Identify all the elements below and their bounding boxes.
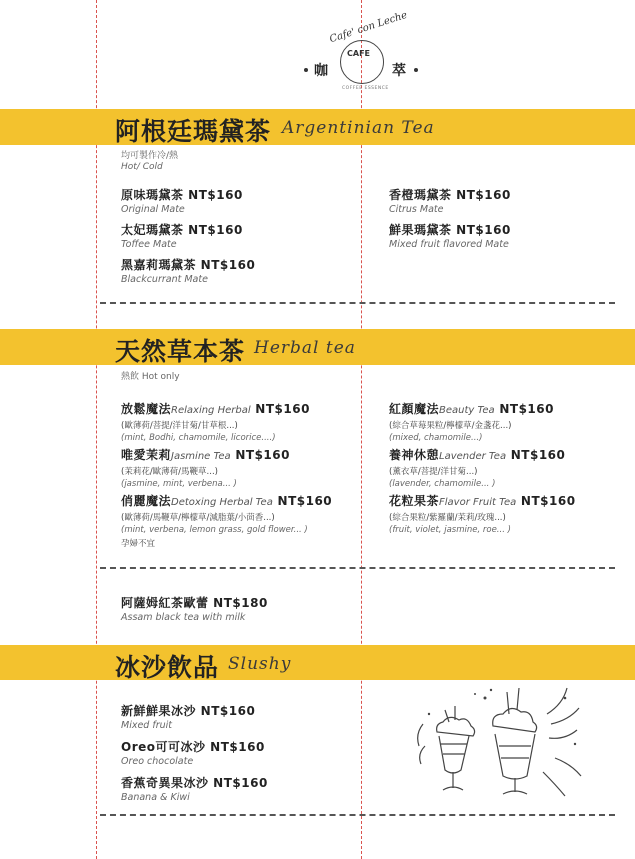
menu-item: [389, 400, 629, 443]
item-english: Mixed fruit: [121, 720, 172, 731]
item-ingredients-en: (mixed, chamomile...): [389, 433, 483, 443]
item-name: 新鮮鮮果冰沙 NT$160: [121, 704, 256, 718]
item-ingredients-cn: (歐薄荷/菩提/洋甘菊/甘草根...): [121, 421, 238, 431]
item-name-en: Lavender Tea: [439, 451, 507, 462]
logo-script: Cafe' con Leche: [328, 9, 409, 46]
herbal-section-header: [0, 329, 635, 365]
item-name-cn: 俏麗魔法: [121, 494, 172, 508]
menu-item: [121, 702, 361, 731]
item-price: NT$160: [506, 448, 566, 462]
section-divider: [100, 302, 615, 304]
menu-item: [121, 774, 361, 803]
slushy-cups-illustration: [415, 684, 590, 804]
item-name-en: Detoxing Herbal Tea: [171, 497, 273, 508]
item-english: Mixed fruit flavored Mate: [389, 239, 509, 250]
menu-item: [121, 221, 361, 250]
item-price: NT$160: [230, 448, 290, 462]
item-ingredients-cn: (茉莉花/歐薄荷/馬鞭草...): [121, 467, 218, 477]
item-price: NT$160: [250, 402, 310, 416]
menu-item: [389, 446, 629, 489]
item-name-cn: 花粒果茶: [389, 494, 440, 508]
mate-title-cn: 阿根廷瑪黛茶: [115, 117, 272, 146]
item-ingredients-en: (fruit, violet, jasmine, roe... ): [389, 525, 511, 535]
menu-item: [389, 221, 629, 250]
menu-item: [121, 594, 361, 623]
item-ingredients-cn: (歐薄荷/馬鞭草/檸檬草/減脂葉/小茴香...): [121, 513, 275, 523]
item-name: [389, 446, 629, 463]
item-name: 阿薩姆紅茶歐蕾 NT$180: [121, 596, 268, 610]
item-name: 香蕉奇異果冰沙 NT$160: [121, 776, 268, 790]
item-name: 香橙瑪黛茶 NT$160: [389, 188, 511, 202]
mate-note: [121, 151, 178, 173]
menu-item: [121, 186, 361, 215]
herbal-title-en: Herbal tea: [254, 338, 356, 358]
menu-item: [121, 400, 361, 443]
item-english: Original Mate: [121, 204, 185, 215]
item-name-cn: 唯愛茉莉: [121, 448, 172, 462]
item-name: 太妃瑪黛茶 NT$160: [121, 223, 243, 237]
item-name: 黑嘉莉瑪黛茶 NT$160: [121, 258, 256, 272]
item-name: 鮮果瑪黛茶 NT$160: [389, 223, 511, 237]
item-name-en: Flavor Fruit Tea: [439, 497, 517, 508]
menu-item: [121, 256, 361, 285]
slushy-title-cn: 冰沙飲品: [115, 653, 220, 682]
slushy-title-en: Slushy: [228, 654, 292, 674]
item-ingredients-en: (lavender, chamomile... ): [389, 479, 496, 489]
item-ingredients-en: (mint, verbena, lemon grass, gold flower... ): [121, 525, 308, 535]
logo-char-left: 咖: [314, 63, 328, 79]
menu-item: [121, 738, 361, 767]
mate-note-cn: 均可製作冷/熱: [121, 151, 179, 161]
logo-char-right: 萃: [392, 63, 406, 79]
mate-title-en: Argentinian Tea: [282, 118, 435, 138]
item-name: [121, 400, 361, 417]
menu-item: [389, 186, 629, 215]
logo-dot-right: [414, 68, 418, 72]
item-price: NT$160: [516, 494, 576, 508]
section-divider: [100, 567, 615, 569]
item-ingredients-en: (mint, Bodhi, chamomile, licorice....): [121, 433, 276, 443]
item-name-cn: 放鬆魔法: [121, 402, 172, 416]
item-warning: 孕婦不宜: [121, 539, 156, 549]
item-ingredients-cn: (薰衣草/菩提/洋甘菊...): [389, 467, 478, 477]
herbal-title-cn: 天然草本茶: [115, 337, 246, 366]
item-name-en: Jasmine Tea: [171, 451, 231, 462]
slushy-section-header: [0, 645, 635, 680]
item-english: Toffee Mate: [121, 239, 177, 250]
item-name-cn: 紅顏魔法: [389, 402, 440, 416]
item-name-en: Beauty Tea: [439, 405, 495, 416]
logo-dot-left: [304, 68, 308, 72]
mate-section-header: [0, 109, 635, 145]
item-ingredients-cn: (綜合果粒/紫羅蘭/茉莉/玫瑰...): [389, 513, 506, 523]
item-price: NT$160: [272, 494, 333, 508]
item-name-cn: 養神休憩: [389, 448, 440, 462]
item-price: NT$160: [494, 402, 554, 416]
item-name: Oreo可可冰沙 NT$160: [121, 740, 265, 754]
item-name: [389, 492, 629, 509]
menu-item: [121, 446, 361, 489]
item-ingredients-en: (jasmine, mint, verbena... ): [121, 479, 237, 489]
item-name: [121, 446, 361, 463]
herbal-note: 熱飲 Hot only: [121, 372, 180, 382]
cafe-logo: [300, 9, 440, 92]
menu-item: [389, 492, 629, 535]
item-ingredients-cn: (綜合草莓果粒/檸檬草/金盞花...): [389, 421, 512, 431]
item-name: [389, 400, 629, 417]
logo-tagline: COFFEE ESSENCE: [342, 86, 389, 91]
item-name: 原味瑪黛茶 NT$160: [121, 188, 243, 202]
coffee-cup-icon: [340, 40, 384, 84]
item-english: Assam black tea with milk: [121, 612, 246, 623]
item-english: Blackcurrant Mate: [121, 274, 208, 285]
mate-note-en: Hot/ Cold: [121, 162, 163, 172]
section-divider: [100, 814, 615, 816]
item-name: [121, 492, 361, 509]
item-english: Citrus Mate: [389, 204, 444, 215]
item-english: Banana & Kiwi: [121, 792, 190, 803]
menu-item: [121, 492, 361, 549]
logo-cup-label: CAFE: [347, 49, 370, 58]
item-name-en: Relaxing Herbal: [171, 405, 251, 416]
item-english: Oreo chocolate: [121, 756, 194, 767]
